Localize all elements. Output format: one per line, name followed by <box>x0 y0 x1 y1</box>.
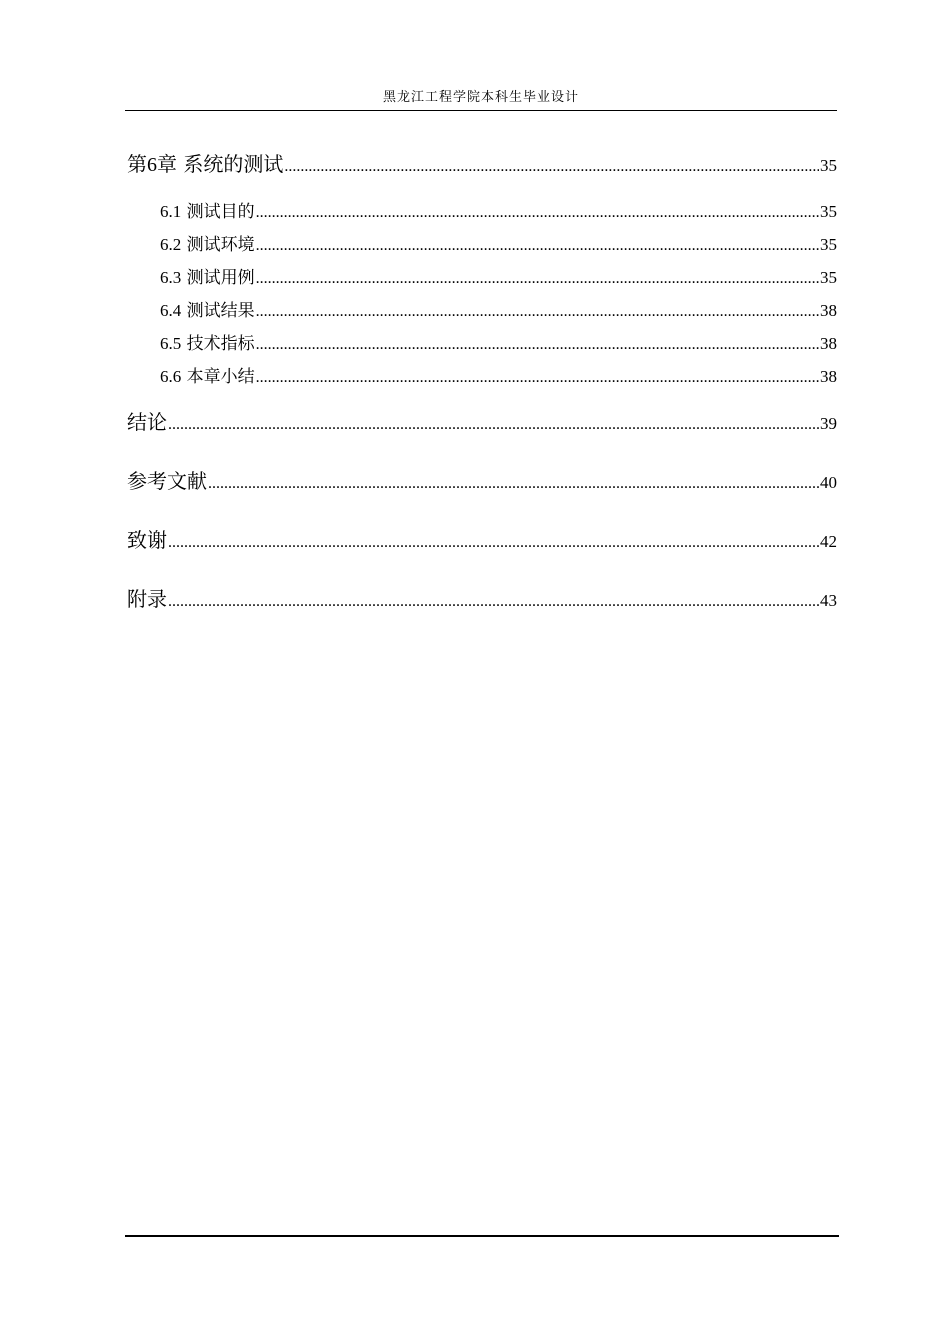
toc-entry-section-6-2[interactable] <box>160 230 837 255</box>
toc-entry-label: 致谢 <box>127 528 167 552</box>
toc-entry-label <box>127 148 283 177</box>
section-number: 6.3 <box>160 268 182 287</box>
toc-entry-section-6-4[interactable] <box>160 296 837 321</box>
toc-entry-label: 附录 <box>127 587 167 611</box>
toc-entry-section-6-6[interactable] <box>160 362 837 387</box>
page-header-title: 黑龙江工程学院本科生毕业设计 <box>382 90 579 105</box>
chapter-number: 6 <box>147 154 157 176</box>
toc-entry-label <box>160 263 255 288</box>
toc-entry-section-6-5[interactable] <box>160 329 837 354</box>
dot-leader <box>256 369 819 387</box>
toc-page-number: 42 <box>820 532 837 551</box>
section-number: 6.1 <box>160 202 182 221</box>
section-title: 测试用例 <box>186 268 255 288</box>
toc-entry-references[interactable] <box>127 465 837 494</box>
toc-page-number: 35 <box>820 156 837 175</box>
dot-leader <box>256 270 819 288</box>
toc-page-number: 38 <box>820 334 837 353</box>
section-number: 6.2 <box>160 235 182 254</box>
dot-leader <box>168 593 819 611</box>
toc-entry-label <box>160 362 255 387</box>
toc-page-number: 40 <box>820 473 837 492</box>
dot-leader <box>256 237 819 255</box>
toc-page-number: 43 <box>820 591 837 610</box>
toc-entry-label: 参考文献 <box>127 469 207 493</box>
section-title: 测试目的 <box>186 202 255 222</box>
chapter-title: 章 系统的测试 <box>157 152 284 176</box>
toc-page-number: 39 <box>820 414 837 433</box>
toc-entry-label: 结论 <box>127 410 167 434</box>
toc-entry-section-6-3[interactable] <box>160 263 837 288</box>
toc-page-number: 35 <box>820 235 837 254</box>
toc-entry-label <box>160 197 255 222</box>
toc-entry-label <box>160 329 255 354</box>
header-rule <box>125 110 837 111</box>
footer-rule <box>125 1235 839 1237</box>
toc-entry-label <box>160 230 255 255</box>
dot-leader <box>256 303 819 321</box>
section-title: 测试环境 <box>186 235 255 255</box>
toc-entry-chapter-6[interactable] <box>127 148 837 177</box>
dot-leader <box>208 475 819 493</box>
section-title: 技术指标 <box>186 334 255 354</box>
toc-page-number: 35 <box>820 268 837 287</box>
toc-page-number: 35 <box>820 202 837 221</box>
section-title: 本章小结 <box>186 367 255 387</box>
toc-entry-acknowledgements[interactable] <box>127 524 837 553</box>
section-title: 测试结果 <box>186 301 255 321</box>
toc-entry-label <box>160 296 255 321</box>
dot-leader <box>168 534 819 552</box>
section-number: 6.5 <box>160 334 182 353</box>
section-number: 6.4 <box>160 301 182 320</box>
section-number: 6.6 <box>160 367 182 386</box>
chapter-prefix: 第 <box>127 152 147 176</box>
dot-leader <box>256 336 819 354</box>
toc-page-number: 38 <box>820 301 837 320</box>
dot-leader <box>256 204 819 222</box>
toc-entry-section-6-1[interactable] <box>160 197 837 222</box>
dot-leader <box>168 416 819 434</box>
toc-page-number: 38 <box>820 367 837 386</box>
dot-leader <box>284 158 819 176</box>
toc-entry-conclusion[interactable] <box>127 406 837 435</box>
toc-entry-appendix[interactable] <box>127 583 837 612</box>
